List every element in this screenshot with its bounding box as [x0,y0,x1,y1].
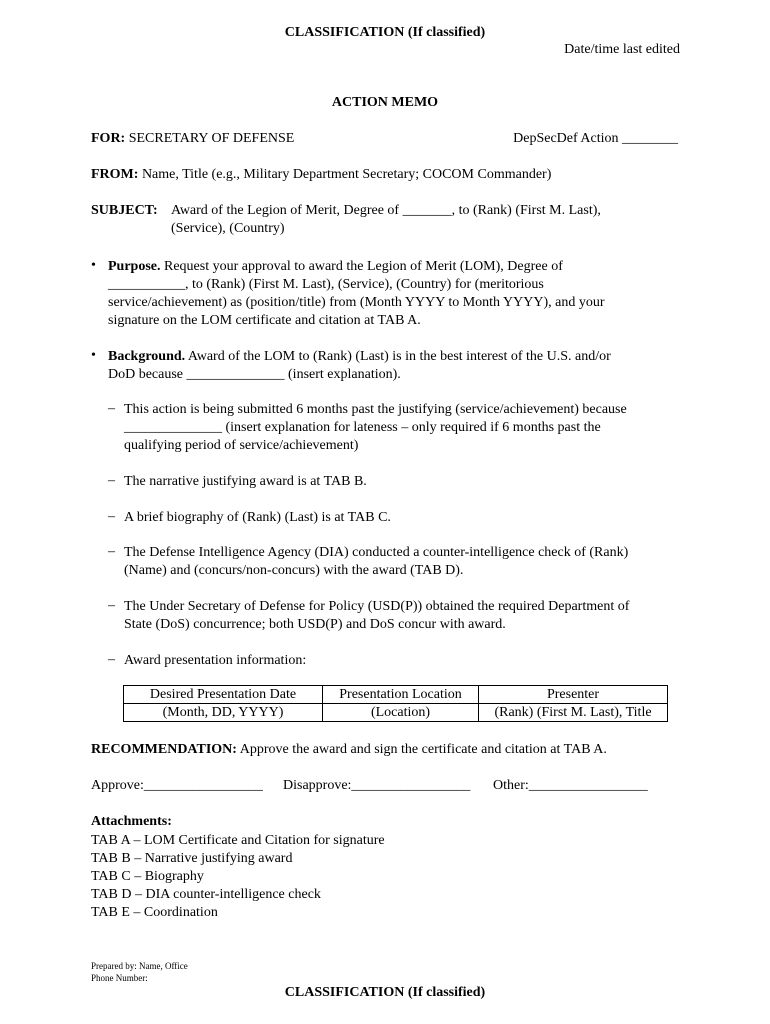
recommendation-text: Approve the award and sign the certificate and citation at TAB A. [239,742,607,757]
dash-2: – [108,473,115,488]
list-item: TAB C – Biography [91,869,204,884]
recommendation-line [91,742,607,758]
background-label: Background. [108,349,186,364]
list-item: TAB E – Coordination [91,905,218,920]
prepared-by: Prepared by: Name, Office [91,961,188,971]
for-line [91,131,294,147]
table-row [124,704,668,722]
purpose-line-1: Request your approval to award the Legion of Merit (LOM), Degree of [164,259,563,274]
from-value: Name, Title (e.g., Military Department Secretary; COCOM Commander) [141,167,552,182]
sub-item-1-line-2: ______________ (insert explanation for lateness – only required if 6 months past the [124,420,601,435]
attachments-list [91,832,385,922]
sub-item-2-line-1: The narrative justifying award is at TAB B. [124,474,367,489]
purpose-line-4: signature on the LOM certificate and citation at TAB A. [108,313,421,328]
sub-item-6-line-1: Award presentation information: [124,653,307,668]
footer-classification: CLASSIFICATION (If classified) [284,985,486,1000]
recommendation-label: RECOMMENDATION: [91,742,237,757]
sub-item-1 [124,401,627,455]
table-header-row [124,686,668,704]
table-cell: (Location) [323,704,479,722]
background-block [108,348,611,384]
sub-item-5 [124,598,629,634]
background-line-1: Award of the LOM to (Rank) (Last) is in the best interest of the U.S. and/or [187,349,611,364]
sub-item-5-line-1: The Under Secretary of Defense for Policy (USD(P)) obtained the required Department of [124,599,630,614]
sub-item-3-line-1: A brief biography of (Rank) (Last) is at TAB C. [124,510,391,525]
background-bullet: • [91,348,96,363]
subject-label [91,203,158,219]
list-item: TAB B – Narrative justifying award [91,851,293,866]
dash-4: – [108,544,115,559]
dash-1: – [108,401,115,416]
list-item: TAB D – DIA counter-intelligence check [91,887,321,902]
table-cell: (Month, DD, YYYY) [124,704,323,722]
sub-item-2 [124,473,367,491]
other-field[interactable]: Other:_________________ [493,778,648,793]
sub-item-5-line-2: State (DoS) concurrence; both USD(P) and DoS concur with award. [124,617,506,632]
attachments-label: Attachments: [91,814,172,829]
purpose-label: Purpose. [108,259,161,274]
disapprove-field[interactable]: Disapprove:_________________ [283,778,471,793]
purpose-bullet: • [91,258,96,273]
for-value: SECRETARY OF DEFENSE [128,131,295,146]
subject-line-2: (Service), (Country) [171,221,285,236]
subject-line-1: Award of the Legion of Merit, Degree of _______, to (Rank) (First M. Last), [171,203,601,218]
sub-item-4 [124,544,628,580]
date-edited: Date/time last edited [564,42,680,57]
from-line [91,167,551,183]
from-label: FROM: [91,167,139,182]
presentation-table [123,685,668,722]
background-line-2: DoD because ______________ (insert explanation). [108,367,401,382]
sub-item-4-line-1: The Defense Intelligence Agency (DIA) conducted a counter-intelligence check of (Rank) [124,545,629,560]
table-header-cell: Presenter [479,686,668,704]
phone-number: Phone Number: [91,973,148,983]
approve-field[interactable]: Approve:_________________ [91,778,263,793]
sub-item-4-line-2: (Name) and (concurs/non-concurs) with the award (TAB D). [124,563,464,578]
subject-label-text: SUBJECT: [91,203,158,218]
dash-6: – [108,652,115,667]
table-cell: (Rank) (First M. Last), Title [479,704,668,722]
purpose-line-2: ___________, to (Rank) (First M. Last), (Service), (Country) for (meritorious [108,277,544,292]
list-item: TAB A – LOM Certificate and Citation for signature [91,833,385,848]
table-header-cell: Presentation Location [323,686,479,704]
purpose-line-3: service/achievement) as (position/title) from (Month YYYY to Month YYYY), and your [108,295,605,310]
sub-item-3 [124,509,391,527]
table-header-cell: Desired Presentation Date [124,686,323,704]
sub-item-1-line-1: This action is being submitted 6 months past the justifying (service/achievement) because [124,402,627,417]
purpose-block [108,258,605,330]
sub-item-6 [124,652,306,670]
dash-3: – [108,509,115,524]
dash-5: – [108,598,115,613]
header-classification: CLASSIFICATION (If classified) [284,25,486,40]
sub-item-1-line-3: qualifying period of service/achievement) [124,438,359,453]
for-label: FOR: [91,131,126,146]
depsecdef-action: DepSecDef Action ________ [513,131,678,146]
memo-title: ACTION MEMO [331,95,439,110]
